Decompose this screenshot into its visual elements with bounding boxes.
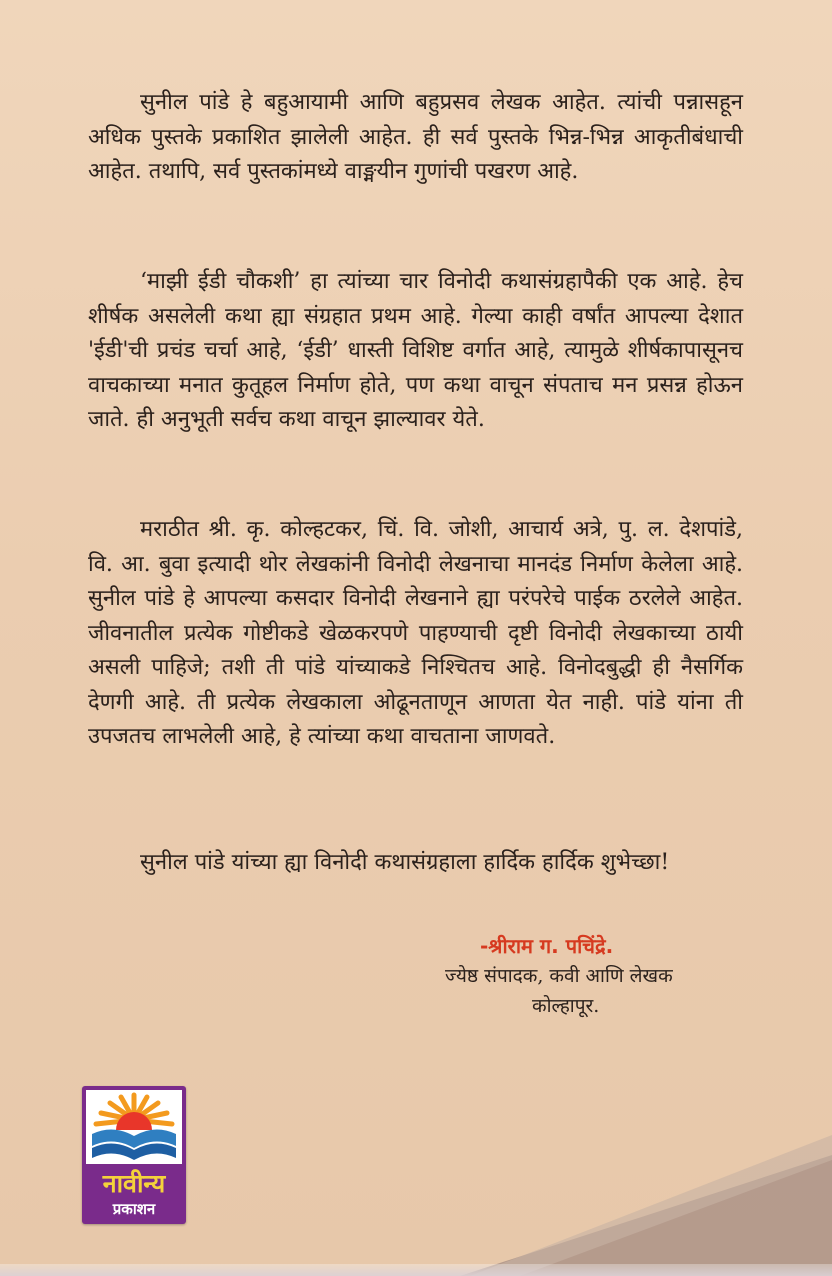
publisher-name: नावीन्य: [102, 1169, 166, 1198]
publisher-logo: [82, 1086, 186, 1224]
blurb-paragraph-2: ‘माझी ईडी चौकशी’ हा त्यांच्या चार विनोदी कथासंग्रहापैकी एक आहे. हेच शीर्षक असलेली कथा ह्या संग्रहात प्रथम आहे. गेल्या काही वर्षांत आपल्या देशात 'ईडी'ची प्रचंड चर्चा आहे, ‘ईडी’ धास्ती विशिष्ट वर्गात आहे, त्यामुळे शीर्षकापासूनच वाचकाच्या मनात कुतूहल निर्माण होते, पण कथा वाचून संपताच मन प्रसन्न होऊन जाते. ही अनुभूती सर्वच कथा वाचून झाल्यावर येते.: [88, 269, 743, 432]
signature-name: -श्रीराम ग. पचिंद्रे.: [480, 934, 614, 958]
blurb-paragraph-3: मराठीत श्री. कृ. कोल्हटकर, चिं. वि. जोशी, आचार्य अत्रे, पु. ल. देशपांडे, वि. आ. बुवा इत्यादी थोर लेखकांनी विनोदी लेखनाचा मानदंड निर्माण केलेला आहे. सुनील पांडे हे आपल्या कसदार विनोदी लेखनाने ह्या परंपरेचे पाईक ठरलेले आहेत. जीवनातील प्रत्येक गोष्टीकडे खेळकरपणे पाहण्याची दृष्टी विनोदी लेखकाच्या ठायी असली पाहिजे; तशी ती पांडे यांच्याकडे निश्चितच आहे. विनोदबुद्धी ही नैसर्गिक देणगी आहे. ती प्रत्येक लेखकाला ओढूनताणून आणता येत नाही. पांडे यांना ती उपजतच लाभलेली आहे, हे त्यांच्या कथा वाचताना जाणवते.: [88, 517, 743, 749]
blurb-paragraph-4: सुनील पांडे यांच्या ह्या विनोदी कथासंग्रहाला हार्दिक हार्दिक शुभेच्छा!: [140, 850, 670, 875]
blurb-paragraph-1: सुनील पांडे हे बहुआयामी आणि बहुप्रसव लेखक आहेत. त्यांची पन्नासहून अधिक पुस्तके प्रकाशित झालेली आहेत. ही सर्व पुस्तके भिन्न-भिन्न आकृतीबंधाची आहेत. तथापि, सर्व पुस्तकांमध्ये वाङ्मयीन गुणांची पखरण आहे.: [88, 90, 743, 184]
signature-place: कोल्हापूर.: [532, 995, 600, 1017]
signature-role: ज्येष्ठ संपादक, कवी आणि लेखक: [445, 965, 673, 987]
book-edge: [0, 1264, 832, 1276]
publisher-sub: प्रकाशन: [112, 1200, 156, 1218]
rising-sun-book-icon: [86, 1090, 182, 1164]
